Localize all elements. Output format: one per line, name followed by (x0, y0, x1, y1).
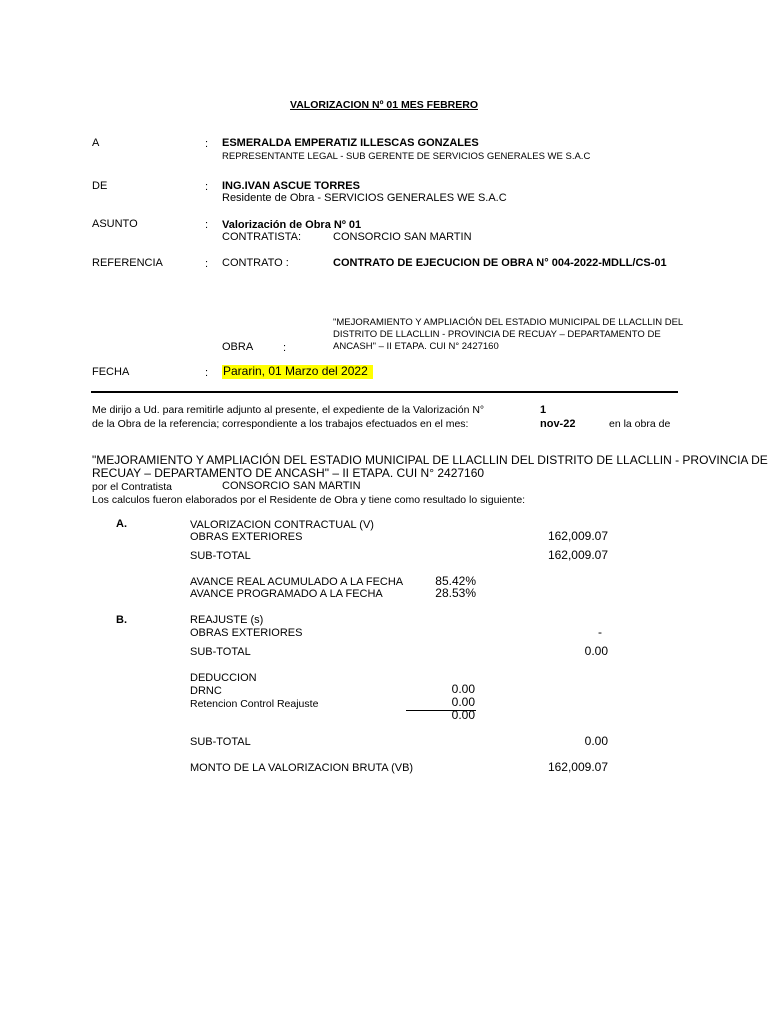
valorizacion-number: 1 (540, 404, 547, 416)
body-en-obra: en la obra de (609, 418, 671, 430)
section-a-subtotal-value: 162,009.07 (547, 548, 608, 562)
valorizacion-bruta-label: MONTO DE LA VALORIZACION BRUTA (VB) (190, 762, 414, 774)
deduccion-total-value: 0.00 (451, 708, 475, 722)
deduccion-label: DEDUCCION (190, 672, 257, 684)
header-separator (91, 391, 678, 393)
fecha-value: Pararin, 01 Marzo del 2022 (222, 365, 373, 379)
obra-line2: DISTRITO DE LLACLLIN - PROVINCIA DE RECUAY – DEPARTAMENTO DE (333, 329, 661, 340)
section-b-subtotal-value: 0.00 (584, 644, 608, 658)
asunto-contratista-label: CONTRATISTA: (222, 231, 302, 243)
avance-programado-value: 28.53% (435, 586, 476, 600)
body-project-line2: RECUAY – DEPARTAMENTO DE ANCASH" – II ETAPA. CUI N° 2427160 (92, 466, 485, 480)
drnc-value: 0.00 (451, 682, 475, 696)
de-name: ING.IVAN ASCUE TORRES (222, 180, 360, 192)
section-b-subtotal2-value: 0.00 (584, 734, 608, 748)
body-contratista-value: CONSORCIO SAN MARTIN (222, 480, 361, 492)
obra-label: OBRA (222, 341, 254, 353)
valorizacion-bruta-value: 162,009.07 (547, 760, 608, 774)
avance-programado-label: AVANCE PROGRAMADO A LA FECHA (190, 588, 383, 600)
referencia-colon: : (205, 258, 209, 270)
body-contratista-label: por el Contratista (92, 481, 172, 493)
a-role: REPRESENTANTE LEGAL - SUB GERENTE DE SERVICIOS GENERALES WE S.A.C (222, 151, 591, 162)
section-b-title: REAJUSTE (s) (190, 614, 264, 626)
valorizacion-month: nov-22 (540, 418, 576, 430)
obra-colon: : (283, 342, 287, 354)
obra-line3: ANCASH" – II ETAPA. CUI N° 2427160 (333, 341, 499, 352)
referencia-contrato-value: CONTRATO DE EJECUCION DE OBRA N° 004-2022-MDLL/CS-01 (333, 257, 667, 269)
retencion-label: Retencion Control Reajuste (190, 698, 319, 710)
body-project-line1: "MEJORAMIENTO Y AMPLIACIÓN DEL ESTADIO MUNICIPAL DE LLACLLIN DEL DISTRITO DE LLACLLIN - PROVINCIA DE (92, 453, 768, 467)
a-colon: : (205, 138, 209, 150)
retencion-value: 0.00 (451, 695, 475, 709)
body-calc-note: Los calculos fueron elaborados por el Residente de Obra y tiene como resultado lo siguiente: (92, 494, 526, 506)
referencia-contrato-label: CONTRATO : (222, 257, 289, 269)
section-b-subtotal-label: SUB-TOTAL (190, 646, 251, 658)
section-b-item-value: - (598, 625, 602, 639)
a-label: A (92, 137, 100, 149)
asunto-contratista-value: CONSORCIO SAN MARTIN (333, 231, 472, 243)
avance-real-label: AVANCE REAL ACUMULADO A LA FECHA (190, 576, 404, 588)
a-name: ESMERALDA EMPERATIZ ILLESCAS GONZALES (222, 137, 479, 149)
body-line1: Me dirijo a Ud. para remitirle adjunto al presente, el expediente de la Valorización N° (92, 404, 485, 416)
document-title: VALORIZACION Nº 01 MES FEBRERO (290, 99, 478, 111)
de-role: Residente de Obra - SERVICIOS GENERALES WE S.A.C (222, 192, 507, 204)
section-b-letter: B. (116, 614, 127, 626)
drnc-label: DRNC (190, 685, 222, 697)
de-label: DE (92, 180, 108, 192)
body-line2: de la Obra de la referencia; correspondiente a los trabajos efectuados en el mes: (92, 418, 469, 430)
asunto-label: ASUNTO (92, 218, 138, 230)
section-a-letter: A. (116, 518, 127, 530)
section-a-item-label: OBRAS EXTERIORES (190, 531, 303, 543)
section-a-title: VALORIZACION CONTRACTUAL (V) (190, 519, 374, 531)
de-colon: : (205, 181, 209, 193)
fecha-label: FECHA (92, 366, 130, 378)
section-a-subtotal-label: SUB-TOTAL (190, 550, 251, 562)
obra-line1: "MEJORAMIENTO Y AMPLIACIÓN DEL ESTADIO MUNICIPAL DE LLACLLIN DEL (333, 317, 684, 328)
asunto-line1: Valorización de Obra Nº 01 (222, 219, 362, 231)
asunto-colon: : (205, 219, 209, 231)
referencia-label: REFERENCIA (92, 257, 163, 269)
section-b-item-label: OBRAS EXTERIORES (190, 627, 303, 639)
fecha-colon: : (205, 367, 209, 379)
section-a-item-value: 162,009.07 (547, 529, 608, 543)
section-b-subtotal2-label: SUB-TOTAL (190, 736, 251, 748)
avance-real-value: 85.42% (435, 574, 476, 588)
